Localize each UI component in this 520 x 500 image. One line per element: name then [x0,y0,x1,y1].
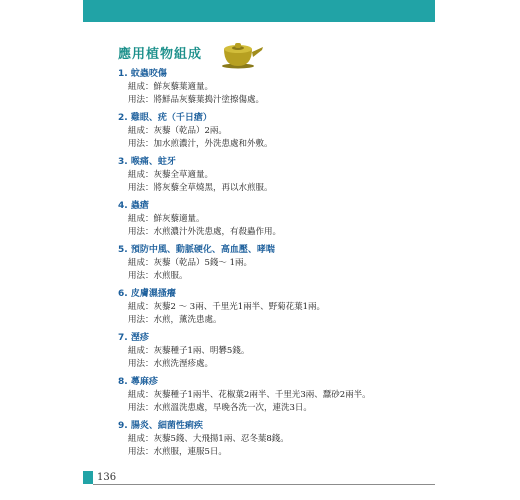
remedy-heading: 4. 蟲瘡 [118,201,149,211]
remedy-heading: 7. 溼疹 [118,333,149,343]
remedy-section [118,68,448,107]
remedy-usage: 用法：水煎服。 [128,271,188,281]
remedy-usage: 用法：水煎服，連服5日。 [128,447,227,457]
remedy-section [118,420,448,459]
page-number: 136 [97,472,117,483]
remedy-usage: 用法：加水煎濃汁，外洗患處和外敷。 [128,139,273,149]
remedy-usage: 用法：水煎洗溼疹處。 [128,359,214,369]
page-title: 應用植物組成 [118,46,203,62]
remedy-heading: 2. 雞眼、疣（千日瘡） [118,113,212,123]
remedy-usage: 用法：水煎溫洗患處，早晚各洗一次，連洗3日。 [128,403,312,413]
remedy-composition: 組成：灰藜2 ～ 3兩、千里光1兩半、野菊花葉1兩。 [128,302,326,312]
remedy-section [118,244,448,283]
remedy-composition: 組成：鮮灰藜葉適量。 [128,82,214,92]
remedy-heading: 9. 腸炎、細菌性痢疾 [118,421,203,431]
remedy-section [118,376,448,415]
footer-rule [93,484,435,485]
remedy-composition: 組成：灰藜（乾品）2兩。 [128,126,227,136]
remedy-section [118,156,448,195]
top-color-bar [83,0,435,22]
remedy-composition: 組成：灰藜種子1兩半、花椒葉2兩半、千里光3兩、蠶砂2兩半。 [128,390,371,400]
remedy-usage: 用法：將鮮品灰藜葉搗汁塗擦傷處。 [128,95,265,105]
remedy-section [118,112,448,151]
remedy-composition: 組成：灰藜全草適量。 [128,170,214,180]
remedy-composition: 組成：灰藜5錢、大飛揚1兩、忍冬葉8錢。 [128,434,289,444]
remedy-section [118,288,448,327]
teapot-icon [216,35,264,69]
remedy-section [118,200,448,239]
remedy-heading: 3. 喉痛、蛀牙 [118,157,176,167]
remedy-usage: 用法：將灰藜全草燒黑，再以水煎服。 [128,183,273,193]
remedy-composition: 組成：灰藜（乾品）5錢～ 1兩。 [128,258,253,268]
remedy-usage: 用法：水煎濃汁外洗患處，有殺蟲作用。 [128,227,282,237]
remedy-heading: 6. 皮膚濕搔癢 [118,289,176,299]
remedy-list [118,68,448,464]
remedy-heading: 1. 蚊蟲咬傷 [118,69,167,79]
remedy-composition: 組成：灰藜種子1兩、明礬5錢。 [128,346,250,356]
remedy-section [118,332,448,371]
remedy-usage: 用法：水煎，薰洗患處。 [128,315,222,325]
remedy-heading: 8. 蕁麻疹 [118,377,158,387]
remedy-heading: 5. 預防中風、動脈硬化、高血壓、哮喘 [118,245,275,255]
page-number-marker [83,471,93,484]
section-header [118,35,264,69]
remedy-composition: 組成：鮮灰藜適量。 [128,214,205,224]
